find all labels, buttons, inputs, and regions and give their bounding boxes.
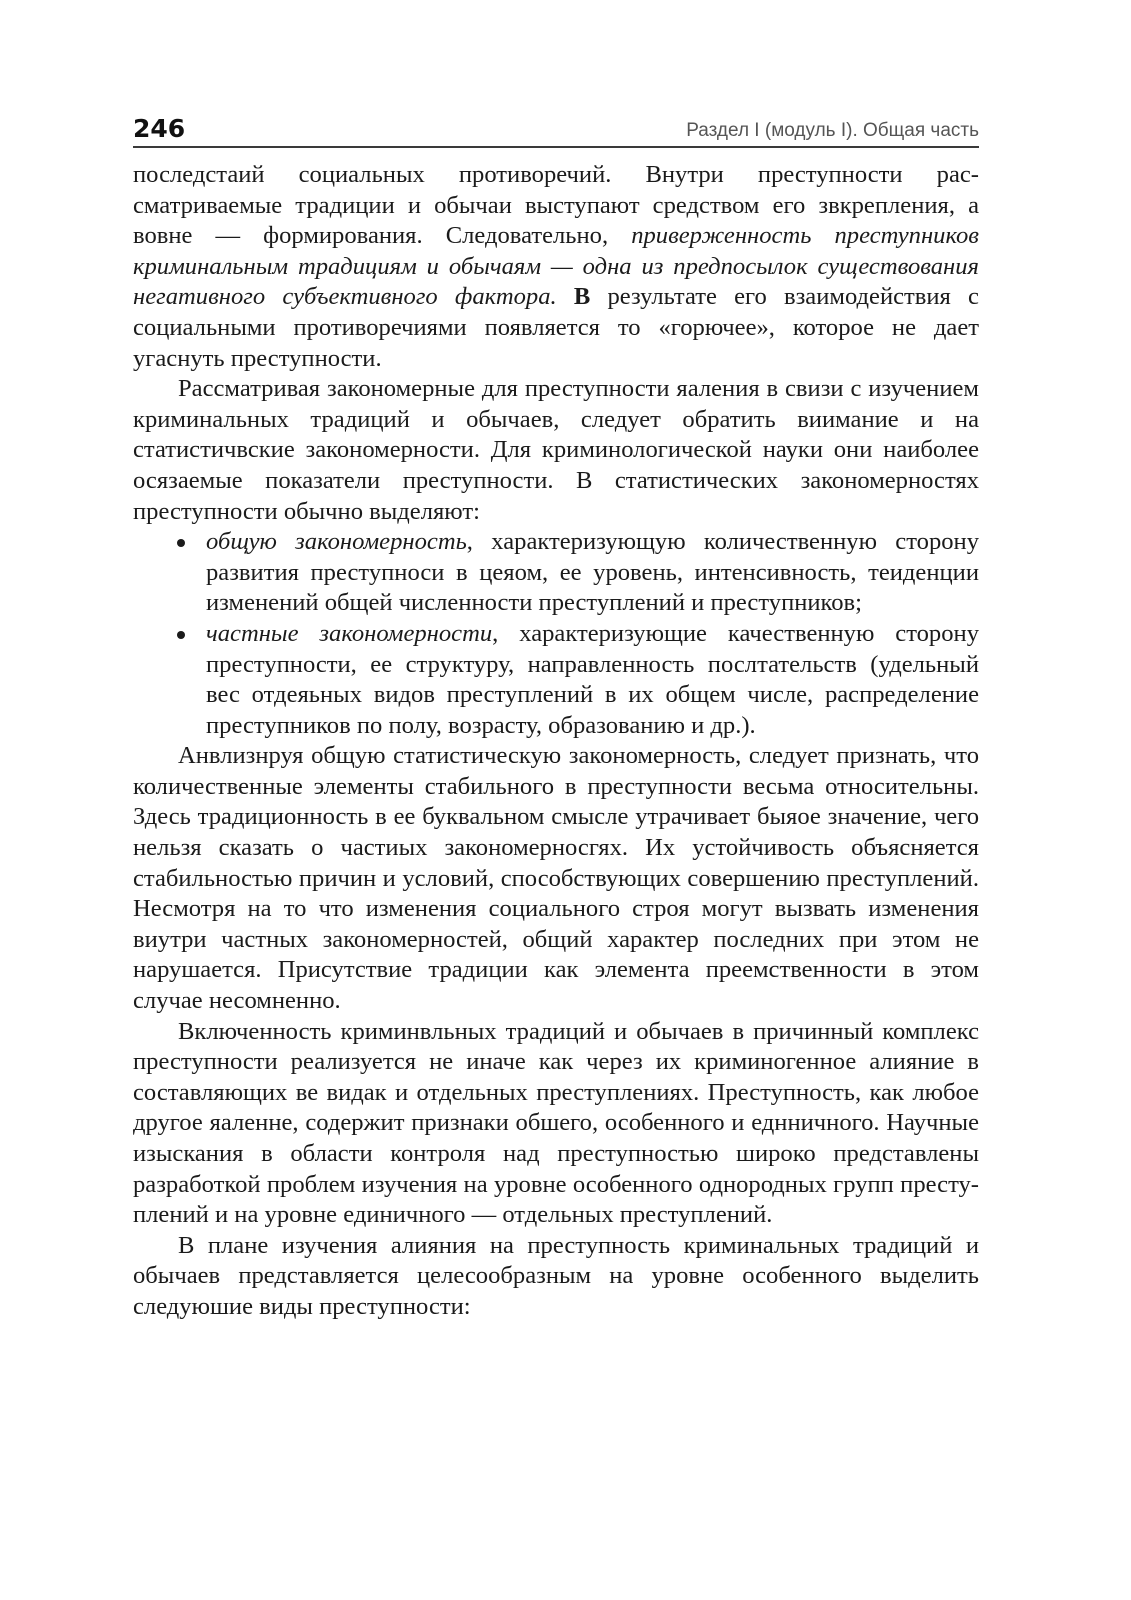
paragraph-2: Рассматривая закономерные для преступности яаления в свизи с изучением криминальных традиций и обычаев, следует обратить виимание и на статистичвские закономерности. Для криминологической науки они наиболее осязаемые показатели преступности. В статистических закономерностях преступности обычно выделяют: (133, 375, 979, 525)
list-item-term: частные закономерности (206, 619, 493, 647)
paragraph-1-before: последстаий социальных противоречий. Внутри преступности рассматриваемые традиции и обычаи выступают средством его звкрепления, а вовне — формирования. Следовательно, (133, 161, 979, 250)
list-item-text: , характеризующие качественную сторону преступности, ее структуру, направленность послтательств (удельный вес отдеяьных видов преступлений в их общем числе, распределение преступников по полу, возрасту, образованию и др.). (206, 619, 979, 739)
paragraph-1 (133, 160, 979, 374)
page-number: 246 (133, 114, 186, 143)
book-page (133, 108, 979, 1323)
paragraph-1-bold-letter: В (556, 283, 591, 311)
section-title: Раздел I (модуль I). Общая часть (686, 120, 979, 141)
body-text (133, 160, 979, 1323)
bullet-dot-icon (177, 631, 185, 639)
paragraph-1-after: результате его взаимодействия с социальными противоречиями появляется то «горючее», которое не дает угаснуть преступности. (133, 283, 979, 372)
emphasis-thesis: приверженность преступников криминальным традициям и обычаям — одна из предпосылок существования негативного субъективного фактора. (133, 222, 979, 311)
list-item (206, 527, 979, 619)
bullet-list (133, 527, 979, 741)
list-item (206, 619, 979, 741)
running-header (133, 108, 979, 148)
list-item-term: общую закономерность (206, 528, 467, 556)
paragraph-4: Включенность криминвльных традиций и обычаев в причинный комплекс преступности реализуется не иначе как через их криминогенное алияние в составляющих ве видак и отдельных преступлениях. Преступность, как любое другое яаленне, содержит признаки обшего, особенного и еднничного. Научные изыскания в области контроля над преступностью широко представлены разработкой проблем изучения на уровне особенного однородных групп преступлений и на уровне единичного — отдельных преступлений. (133, 1017, 979, 1229)
bullet-dot-icon (177, 539, 185, 547)
list-item-text: , характеризующую количественную сторону развития преступноси в цеяом, ее уровень, интенсивность, теиденции изменений общей численности преступлений и преступников; (206, 528, 979, 617)
paragraph-5: В плане изучения алияния на преступность криминальных традиций и обычаев представляется целесообразным на уровне особенного выделить следуюшие виды преступности: (133, 1231, 979, 1320)
paragraph-3: Анвлизнруя общую статистическую закономерность, следует признать, что количественные элементы стабильного в преступности весьма относительны. Здесь традиционность в ее буквальном смысле утрачивает быяое значение, чего нельзя сказать о частиых закономерносгях. Их устойчивость объясняется стабильностью причин и условий, способствующих совершению преступлений. Несмотря на то что изменения социального строя могут вызвать изменения виутри частных закономерностей, общий характер последних при этом не нарушается. Присутствие традиции как элемента преемственности в этом случае несомненно. (133, 742, 979, 1015)
